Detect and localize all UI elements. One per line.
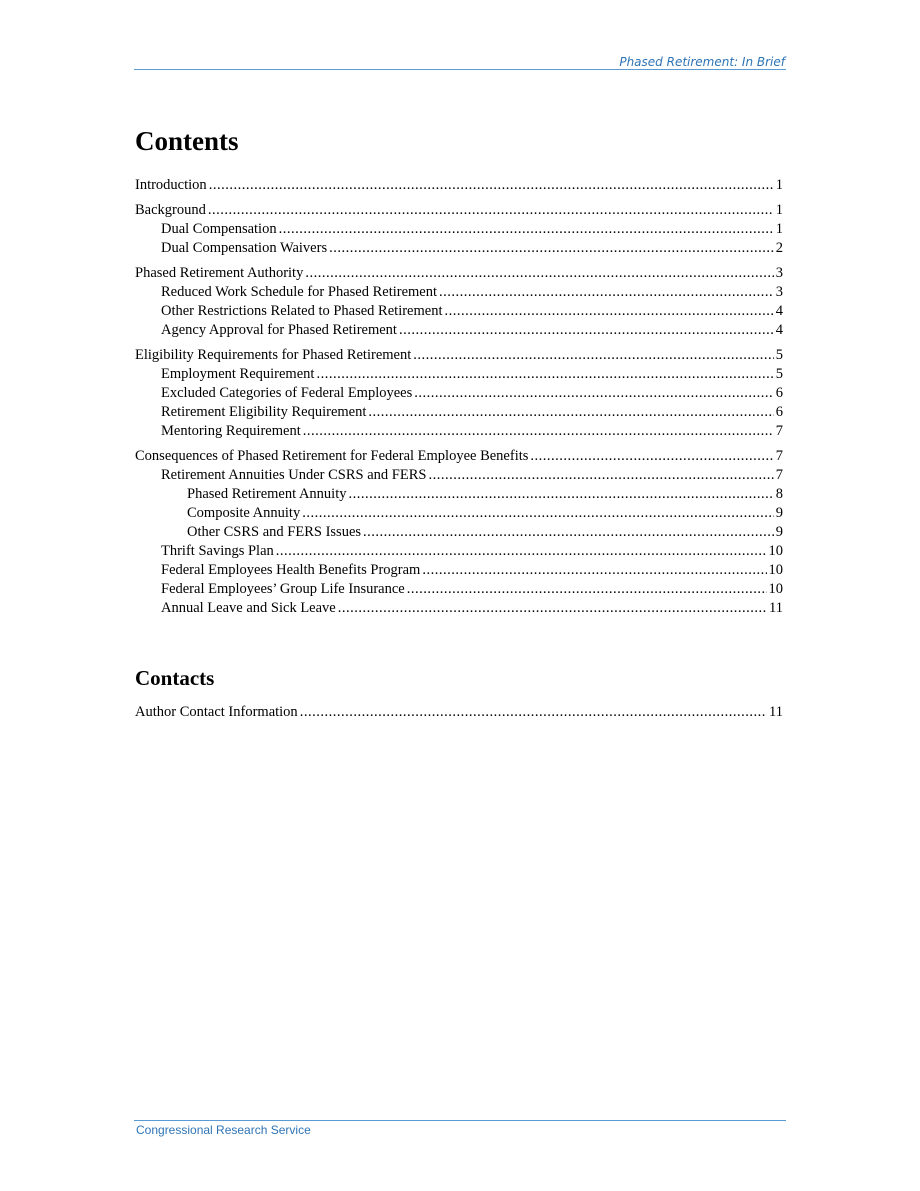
toc-entry[interactable] — [135, 485, 783, 504]
toc-entry-page-number: 7 — [775, 448, 783, 464]
dot-leader — [530, 447, 773, 466]
toc-entry-page-number: 6 — [775, 404, 783, 420]
toc-entry-page-number: 4 — [775, 322, 783, 338]
dot-leader — [329, 239, 774, 258]
toc-entry[interactable] — [135, 422, 783, 441]
dot-leader — [414, 384, 773, 403]
toc-entry[interactable] — [135, 220, 783, 239]
contacts-heading: Contacts — [135, 666, 215, 690]
toc-entry-label: Annual Leave and Sick Leave — [161, 600, 336, 616]
dot-leader — [407, 580, 767, 599]
toc-entry-label: Phased Retirement Authority — [135, 265, 304, 281]
toc-entry[interactable] — [135, 447, 783, 466]
toc-entry[interactable] — [135, 403, 783, 422]
dot-leader — [338, 599, 767, 618]
dot-leader — [368, 403, 773, 422]
dot-leader — [413, 346, 773, 365]
toc-entry[interactable] — [135, 523, 783, 542]
toc-entry-label: Consequences of Phased Retirement for Federal Employee Benefits — [135, 448, 529, 464]
toc-entry[interactable] — [135, 365, 783, 384]
toc-entry[interactable] — [135, 561, 783, 580]
toc-entry-page-number: 7 — [775, 423, 783, 439]
toc-entry-page-number: 5 — [775, 366, 783, 382]
toc-entry[interactable] — [135, 703, 783, 722]
footer-divider — [134, 1120, 786, 1121]
running-header-title: Phased Retirement: In Brief — [619, 55, 785, 69]
toc-entry-page-number: 11 — [769, 704, 783, 720]
contents-heading: Contents — [135, 126, 239, 156]
toc-entry-label: Agency Approval for Phased Retirement — [161, 322, 397, 338]
footer-publisher: Congressional Research Service — [136, 1123, 311, 1137]
toc-entry-label: Dual Compensation Waivers — [161, 240, 328, 256]
table-of-contents — [135, 176, 783, 618]
toc-entry-page-number: 1 — [775, 202, 783, 218]
toc-entry[interactable] — [135, 346, 783, 365]
dot-leader — [279, 220, 774, 239]
dot-leader — [363, 523, 774, 542]
toc-entry-page-number: 3 — [775, 265, 783, 281]
header-divider — [134, 69, 786, 70]
toc-entry-label: Eligibility Requirements for Phased Retirement — [135, 347, 412, 363]
dot-leader — [302, 504, 774, 523]
toc-entry-label: Federal Employees Health Benefits Program — [161, 562, 421, 578]
toc-entry[interactable] — [135, 239, 783, 258]
dot-leader — [439, 283, 774, 302]
toc-entry-page-number: 10 — [768, 543, 783, 559]
toc-entry[interactable] — [135, 321, 783, 340]
toc-entry-label: Composite Annuity — [187, 505, 301, 521]
dot-leader — [303, 422, 774, 441]
toc-entry-page-number: 7 — [775, 467, 783, 483]
toc-entry-label: Author Contact Information — [135, 704, 298, 720]
toc-entry[interactable] — [135, 264, 783, 283]
toc-entry[interactable] — [135, 580, 783, 599]
toc-entry-page-number: 10 — [768, 562, 783, 578]
toc-entry-label: Phased Retirement Annuity — [187, 486, 347, 502]
toc-entry[interactable] — [135, 176, 783, 195]
toc-entry[interactable] — [135, 201, 783, 220]
toc-entry-label: Dual Compensation — [161, 221, 277, 237]
toc-entry-page-number: 1 — [775, 221, 783, 237]
toc-entry[interactable] — [135, 599, 783, 618]
toc-entry-label: Other Restrictions Related to Phased Retirement — [161, 303, 443, 319]
toc-entry-page-number: 8 — [775, 486, 783, 502]
toc-entry[interactable] — [135, 302, 783, 321]
dot-leader — [305, 264, 773, 283]
dot-leader — [316, 365, 773, 384]
toc-entry-label: Federal Employees’ Group Life Insurance — [161, 581, 405, 597]
dot-leader — [208, 201, 774, 220]
dot-leader — [444, 302, 773, 321]
toc-entry[interactable] — [135, 504, 783, 523]
toc-entry-label: Retirement Annuities Under CSRS and FERS — [161, 467, 427, 483]
toc-entry-label: Excluded Categories of Federal Employees — [161, 385, 413, 401]
toc-entry-page-number: 9 — [775, 524, 783, 540]
toc-entry[interactable] — [135, 384, 783, 403]
dot-leader — [399, 321, 774, 340]
dot-leader — [422, 561, 766, 580]
toc-entry-label: Other CSRS and FERS Issues — [187, 524, 362, 540]
toc-entry-label: Introduction — [135, 177, 207, 193]
dot-leader — [300, 703, 767, 722]
toc-entry-label: Employment Requirement — [161, 366, 315, 382]
toc-entry-label: Reduced Work Schedule for Phased Retirement — [161, 284, 438, 300]
toc-entry-page-number: 1 — [775, 177, 783, 193]
contacts-list — [135, 703, 783, 722]
toc-entry-page-number: 2 — [775, 240, 783, 256]
toc-entry[interactable] — [135, 283, 783, 302]
toc-entry[interactable] — [135, 542, 783, 561]
toc-entry-label: Retirement Eligibility Requirement — [161, 404, 367, 420]
toc-entry-page-number: 10 — [768, 581, 783, 597]
toc-entry-page-number: 9 — [775, 505, 783, 521]
toc-entry-page-number: 6 — [775, 385, 783, 401]
toc-entry-page-number: 3 — [775, 284, 783, 300]
toc-entry[interactable] — [135, 466, 783, 485]
toc-entry-page-number: 11 — [769, 600, 783, 616]
dot-leader — [428, 466, 773, 485]
dot-leader — [209, 176, 774, 195]
toc-entry-label: Background — [135, 202, 206, 218]
toc-entry-label: Thrift Savings Plan — [161, 543, 274, 559]
toc-entry-page-number: 5 — [775, 347, 783, 363]
dot-leader — [276, 542, 767, 561]
toc-entry-page-number: 4 — [775, 303, 783, 319]
toc-entry-label: Mentoring Requirement — [161, 423, 301, 439]
dot-leader — [348, 485, 773, 504]
